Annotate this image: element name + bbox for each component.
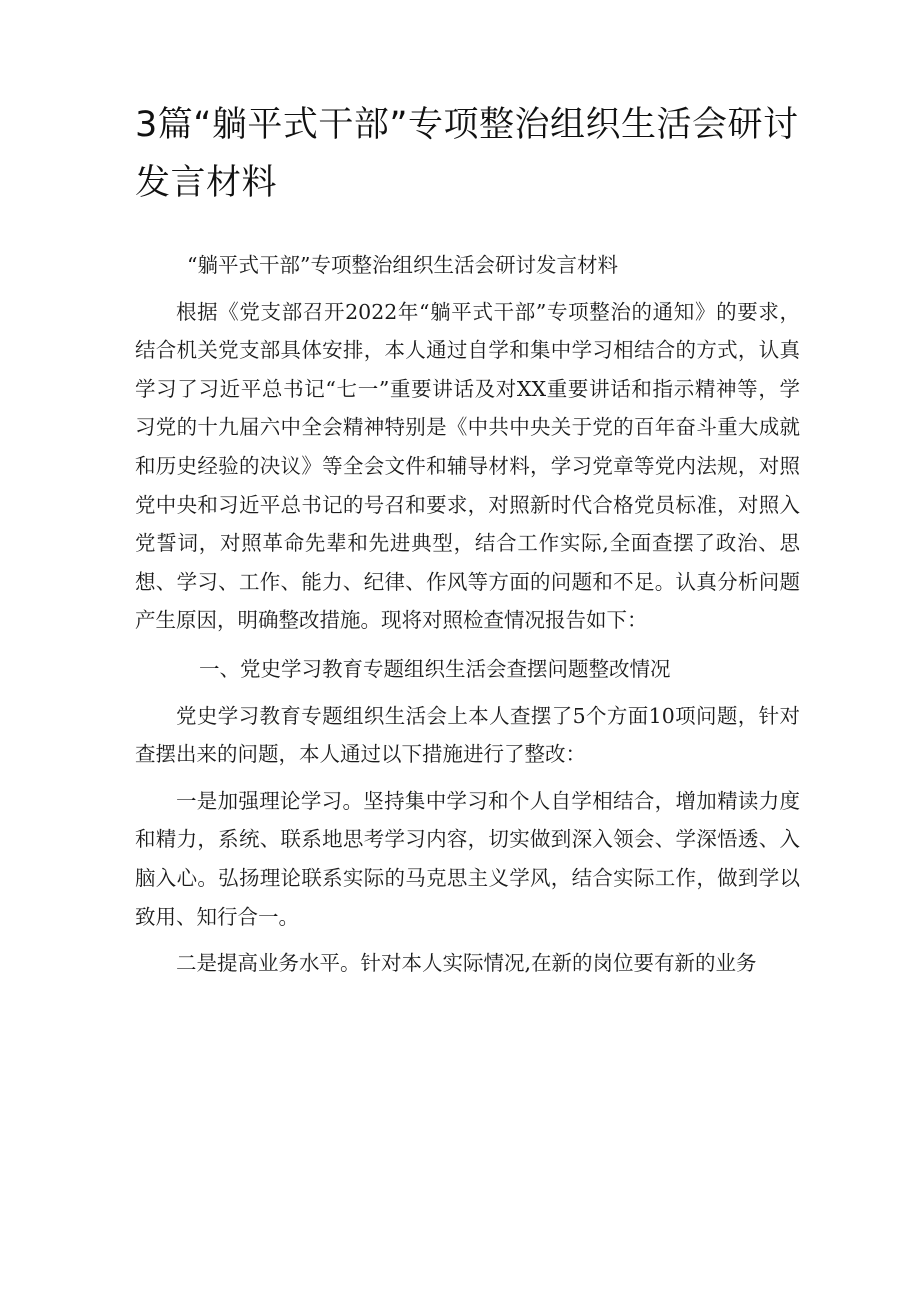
intro-paragraph: 根据《党支部召开2022年“躺平式干部”专项整治的通知》的要求，结合机关党支部具体安排，本人通过自学和集中学习相结合的方式，认真学习了习近平总书记“七一”重要讲话及对XX重要讲话和指示精神等，学习党的十九届六中全会精神特别是《中共中央关于党的百年奋斗重大成就和历史经验的决议》等全会文件和辅导材料，学习党章等党内法规，对照党中央和习近平总书记的号召和要求，对照新时代合格党员标准，对照入党誓词，对照革命先辈和先进典型，结合工作实际,全面查摆了政治、思想、学习、工作、能力、纪律、作风等方面的问题和不足。认真分析问题产生原因，明确整改措施。现将对照检查情况报告如下： [135,299,800,633]
section-paragraph: 党史学习教育专题组织生活会上本人查摆了5个方面10项问题，针对查摆出来的问题，本人通过以下措施进行了整改： [135,703,800,767]
document-body [135,246,800,989]
document-title: 3篇“躺平式干部”专项整治组织生活会研讨发言材料 [135,105,799,203]
measure-paragraph: 二是提高业务水平。针对本人实际情况,在新的岗位要有新的业务 [176,951,757,976]
document-subtitle: “躺平式干部”专项整治组织生活会研讨发言材料 [187,253,618,277]
measure-paragraph: 一是加强理论学习。坚持集中学习和个人自学相结合，增加精读力度和精力，系统、联系地思考学习内容，切实做到深入领会、学深悟透、入脑入心。弘扬理论联系实际的马克思主义学风，结合实际工作，做到学以致用、知行合一。 [135,788,800,929]
section-heading: 一、党史学习教育专题组织生活会查摆问题整改情况 [199,656,671,681]
